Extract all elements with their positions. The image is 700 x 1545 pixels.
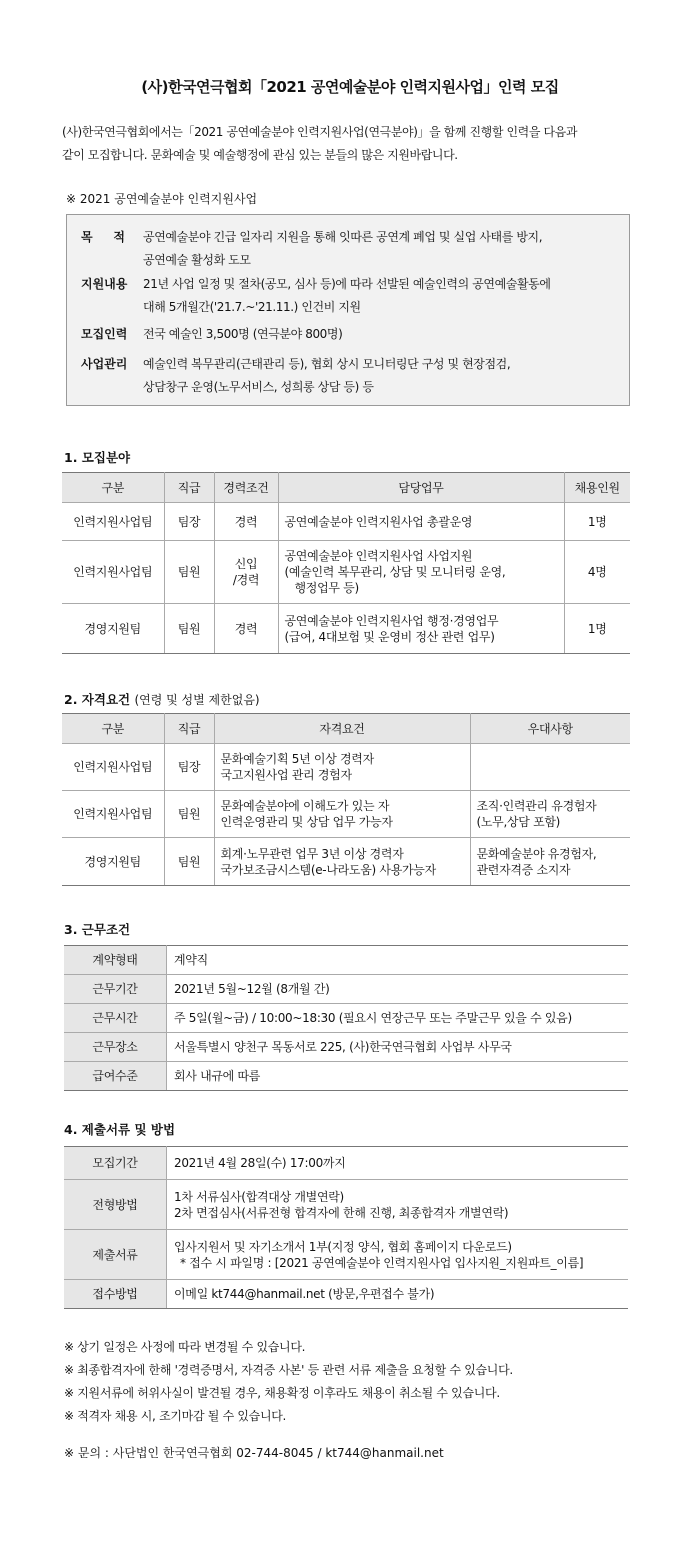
table-row (64, 1033, 628, 1062)
submission-value (167, 1230, 629, 1280)
career-line: 신입 (234, 557, 258, 571)
contact-info: ※ 문의 : 사단법인 한국연극협회 02-744-8045 / kt744@hanmail.net (64, 1446, 444, 1460)
table-row (62, 791, 630, 838)
table-row (64, 946, 628, 975)
section4-heading: 4. 제출서류 및 방법 (64, 1122, 176, 1137)
note-item: ※ 최종합격자에 한해 '경력증명서, 자격증 사본' 등 관련 서류 제출을 요청할 수 있습니다. (64, 1363, 513, 1377)
team-cell: 인력지원사업팀 (62, 541, 164, 604)
condition-value: 주 5일(월~금) / 10:00~18:30 (필요시 연장근무 또는 주말근무 있을 수 있음) (167, 1004, 629, 1033)
summary-text-line: 공연예술 활성화 도모 (143, 253, 251, 267)
career-cell (214, 541, 278, 604)
condition-value: 회사 내규에 따름 (167, 1062, 629, 1091)
submission-key: 접수방법 (64, 1280, 167, 1309)
section2-heading (64, 690, 260, 708)
summary-heading: ※ 2021 공연예술분야 인력지원사업 (66, 192, 258, 206)
summary-label: 지원내용 (81, 277, 128, 291)
duty-line: 공연예술분야 인력지원사업 행정·경영업무 (284, 613, 499, 628)
notes-list (64, 1336, 513, 1428)
career-line: /경력 (232, 573, 260, 587)
preference-line: 관련자격증 소지자 (476, 862, 571, 877)
summary-label: 사업관리 (81, 357, 128, 371)
submission-line: 2차 면접심사(서류전형 합격자에 한해 진행, 최종합격자 개별연락) (174, 1205, 509, 1220)
preference-line: 문화예술분야 유경험자, (476, 846, 597, 861)
preference-line: 조직·인력관리 유경험자 (476, 799, 597, 813)
condition-value: 2021년 5월~12월 (8개월 간) (167, 975, 629, 1004)
requirement-line: 국가보조금시스템(e-나라도움) 사용가능자 (220, 862, 436, 877)
table-row (62, 604, 630, 654)
column-header: 자격요건 (214, 714, 470, 744)
condition-value: 계약직 (167, 946, 629, 975)
summary-text-line: 공연예술분야 긴급 일자리 지원을 통해 잇따른 공연계 폐업 및 실업 사태를 방지, (143, 230, 543, 244)
table-row (64, 1004, 628, 1033)
preference-cell (470, 744, 630, 791)
rank-cell: 팀원 (164, 604, 214, 654)
table-row (64, 975, 628, 1004)
team-cell: 경영지원팀 (62, 604, 164, 654)
summary-label-part: 적 (113, 230, 125, 244)
rank-cell: 팀원 (164, 791, 214, 838)
column-header: 구분 (62, 714, 164, 744)
condition-key: 급여수준 (64, 1062, 167, 1091)
section2-subtitle: (연령 및 성별 제한없음) (134, 693, 260, 707)
section1-heading: 1. 모집분야 (64, 450, 131, 465)
table-row (64, 1180, 628, 1230)
requirement-line: 회계·노무관련 업무 3년 이상 경력자 (220, 846, 404, 861)
requirement-cell (214, 791, 470, 838)
page-title: (사)한국연극협회「2021 공연예술분야 인력지원사업」인력 모집 (141, 78, 559, 96)
preference-cell (470, 838, 630, 886)
requirement-line: 문화예술기획 5년 이상 경력자 (220, 752, 374, 766)
column-header: 구분 (62, 473, 164, 503)
submission-key: 모집기간 (64, 1147, 167, 1180)
rank-cell: 팀원 (164, 838, 214, 886)
table-header-row (62, 714, 630, 744)
table-header-row (62, 473, 630, 503)
duty-line: 공연예술분야 인력지원사업 사업지원 (284, 549, 473, 563)
table-row (64, 1280, 628, 1309)
career-cell: 경력 (214, 503, 278, 541)
requirement-line: 문화예술분야에 이해도가 있는 자 (220, 799, 390, 813)
column-header: 채용인원 (564, 473, 630, 503)
note-item: ※ 지원서류에 허위사실이 발견될 경우, 채용확정 이후라도 채용이 취소될 수 있습니다. (64, 1386, 500, 1400)
table-row (64, 1230, 628, 1280)
summary-text (143, 323, 621, 346)
section3-heading: 3. 근무조건 (64, 922, 131, 937)
count-cell: 1명 (564, 604, 630, 654)
submission-key: 제출서류 (64, 1230, 167, 1280)
summary-text (143, 226, 621, 272)
submission-value: 2021년 4월 28일(수) 17:00까지 (167, 1147, 629, 1180)
table-row (62, 744, 630, 791)
duty-cell (278, 604, 564, 654)
work-conditions-table (64, 945, 628, 1091)
summary-label: 모집인력 (81, 327, 128, 341)
summary-text-line: 상담창구 운영(노무서비스, 성희롱 상담 등) 등 (143, 380, 374, 394)
condition-key: 근무기간 (64, 975, 167, 1004)
requirement-cell (214, 744, 470, 791)
qualification-table (62, 713, 630, 886)
career-cell: 경력 (214, 604, 278, 654)
duty-cell: 공연예술분야 인력지원사업 총괄운영 (278, 503, 564, 541)
submission-line: 1차 서류심사(합격대상 개별연락) (174, 1189, 344, 1204)
section2-title: 2. 자격요건 (64, 692, 131, 707)
duty-cell (278, 541, 564, 604)
note-item: ※ 상기 일정은 사정에 따라 변경될 수 있습니다. (64, 1340, 306, 1354)
column-header: 경력조건 (214, 473, 278, 503)
team-cell: 경영지원팀 (62, 838, 164, 886)
intro-paragraph (62, 121, 640, 167)
team-cell: 인력지원사업팀 (62, 791, 164, 838)
summary-text (143, 273, 621, 319)
preference-line: (노무,상담 포함) (476, 815, 561, 829)
table-row (62, 541, 630, 604)
count-cell: 4명 (564, 541, 630, 604)
preference-cell (470, 791, 630, 838)
rank-cell: 팀원 (164, 541, 214, 604)
submission-value (167, 1180, 629, 1230)
condition-key: 계약형태 (64, 946, 167, 975)
column-header: 담당업무 (278, 473, 564, 503)
column-header: 직급 (164, 714, 214, 744)
submission-line: * 접수 시 파일명 : [2021 공연예술분야 인력지원사업 입사지원_지원파트_이름] (180, 1255, 584, 1270)
intro-line: (사)한국연극협회에서는「2021 공연예술분야 인력지원사업(연극분야)」을 함께 진행할 인력을 다음과 (62, 125, 578, 139)
duty-line: (예술인력 복무관리, 상담 및 모니터링 운영, (284, 565, 506, 579)
table-row (62, 838, 630, 886)
summary-text-line: 예술인력 복무관리(근태관리 등), 협회 상시 모니터링단 구성 및 현장점검, (143, 357, 511, 371)
summary-label-part: 목 (81, 230, 93, 244)
column-header: 직급 (164, 473, 214, 503)
recruit-field-table (62, 472, 630, 654)
team-cell: 인력지원사업팀 (62, 503, 164, 541)
rank-cell: 팀장 (164, 744, 214, 791)
table-row (62, 503, 630, 541)
condition-key: 근무장소 (64, 1033, 167, 1062)
summary-text-line: 21년 사업 일정 및 절차(공모, 심사 등)에 따라 선발된 예술인력의 공연예술활동에 (143, 277, 551, 291)
summary-text-line: 대해 5개월간('21.7.~'21.11.) 인건비 지원 (143, 300, 361, 314)
submission-value: 이메일 kt744@hanmail.net (방문,우편접수 불가) (167, 1280, 629, 1309)
submission-table (64, 1146, 628, 1309)
table-row (64, 1062, 628, 1091)
submission-line: 입사지원서 및 자기소개서 1부(지정 양식, 협회 홈페이지 다운로드) (174, 1239, 512, 1254)
condition-value: 서울특별시 양천구 목동서로 225, (사)한국연극협회 사업부 사무국 (167, 1033, 629, 1062)
intro-line: 같이 모집합니다. 문화예술 및 예술행정에 관심 있는 분들의 많은 지원바랍니다. (62, 148, 458, 162)
rank-cell: 팀장 (164, 503, 214, 541)
table-row (64, 1147, 628, 1180)
summary-box (66, 214, 630, 406)
summary-text-line: 전국 예술인 3,500명 (연극분야 800명) (143, 327, 343, 341)
duty-line: (급여, 4대보험 및 운영비 정산 관련 업무) (284, 629, 495, 644)
requirement-cell (214, 838, 470, 886)
team-cell: 인력지원사업팀 (62, 744, 164, 791)
requirement-line: 인력운영관리 및 상담 업무 가능자 (220, 815, 393, 829)
condition-key: 근무시간 (64, 1004, 167, 1033)
summary-label (81, 226, 125, 249)
note-item: ※ 적격자 채용 시, 조기마감 될 수 있습니다. (64, 1409, 287, 1423)
column-header: 우대사항 (470, 714, 630, 744)
requirement-line: 국고지원사업 관리 경험자 (220, 768, 352, 782)
submission-key: 전형방법 (64, 1180, 167, 1230)
summary-text (143, 353, 621, 399)
duty-line: 행정업무 등) (294, 581, 359, 595)
count-cell: 1명 (564, 503, 630, 541)
